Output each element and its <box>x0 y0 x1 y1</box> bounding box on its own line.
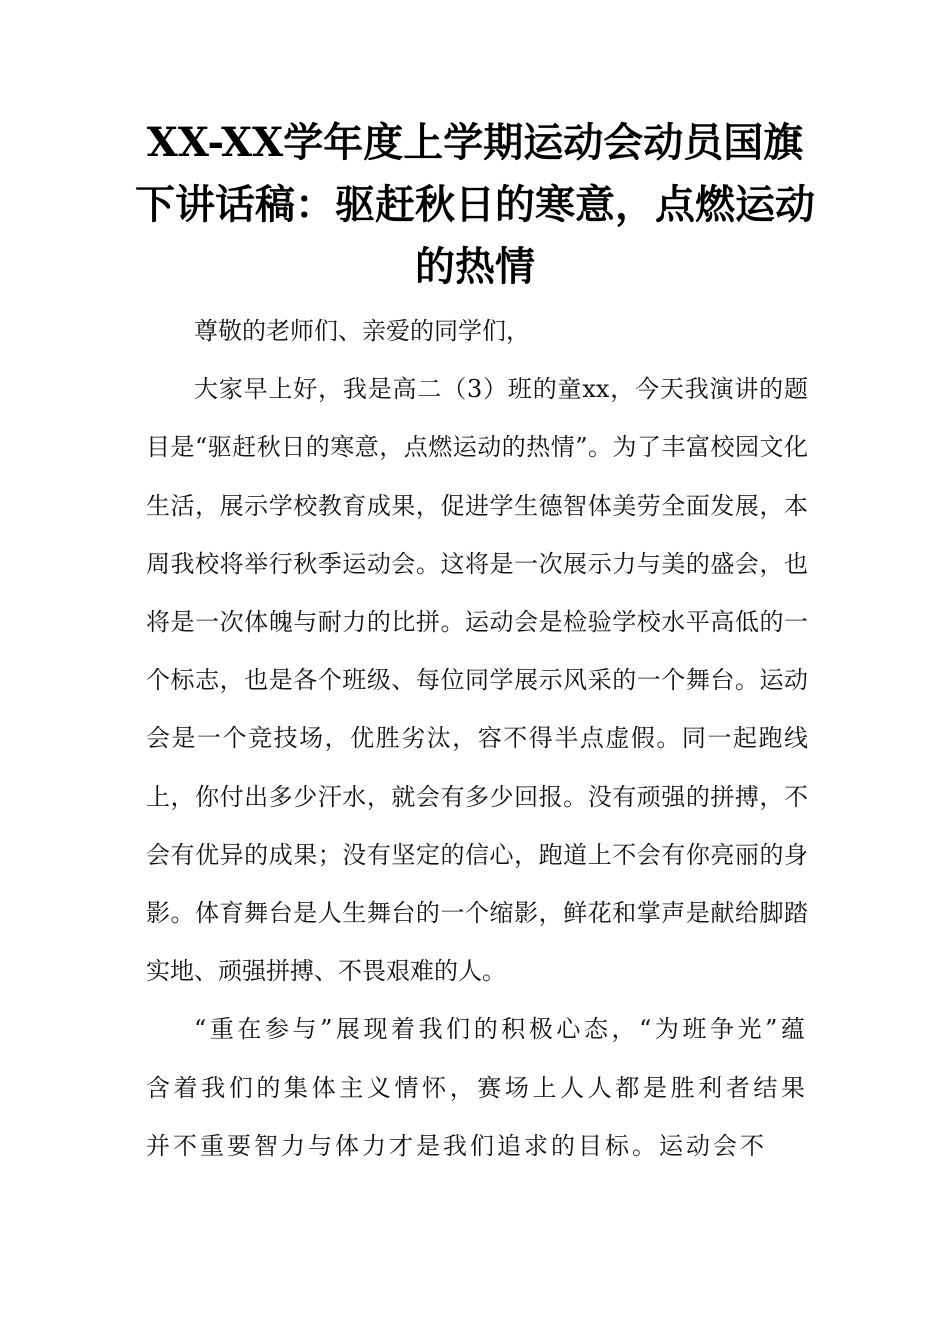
paragraph-participation: “重在参与”展现着我们的积极心态，“为班争光”蕴含着我们的集体主义情怀，赛场上人人都是胜利者结果并不重要智力与体力才是我们追求的目标。运动会不 <box>146 1015 808 1160</box>
paragraph-introduction: 大家早上好，我是高二（3）班的童xx，今天我演讲的题目是“驱赶秋日的寒意，点燃运动的热情”。为了丰富校园文化生活，展示学校教育成果，促进学生德智体美劳全面发展，本周我校将举行秋季运动会。这将是一次展示力与美的盛会，也将是一次体魄与耐力的比拼。运动会是检验学校水平高低的一个标志，也是各个班级、每位同学展示风采的一个舞台。运动会是一个竞技场，优胜劣汰，容不得半点虚假。同一起跑线上，你付出多少汗水，就会有多少回报。没有顽强的拼搏，不会有优异的成果；没有坚定的信心，跑道上不会有你亮丽的身影。体育舞台是人生舞台的一个缩影，鲜花和掌声是献给脚踏实地、顽强拼搏、不畏艰难的人。 <box>146 375 808 986</box>
paragraph-greeting: 尊敬的老师们、亲爱的同学们， <box>194 317 530 345</box>
document-title: XX-XX学年度上学期运动会动员国旗下讲话稿：驱赶秋日的寒意，点燃运动的热情 <box>135 119 815 290</box>
document-body <box>146 302 808 1175</box>
